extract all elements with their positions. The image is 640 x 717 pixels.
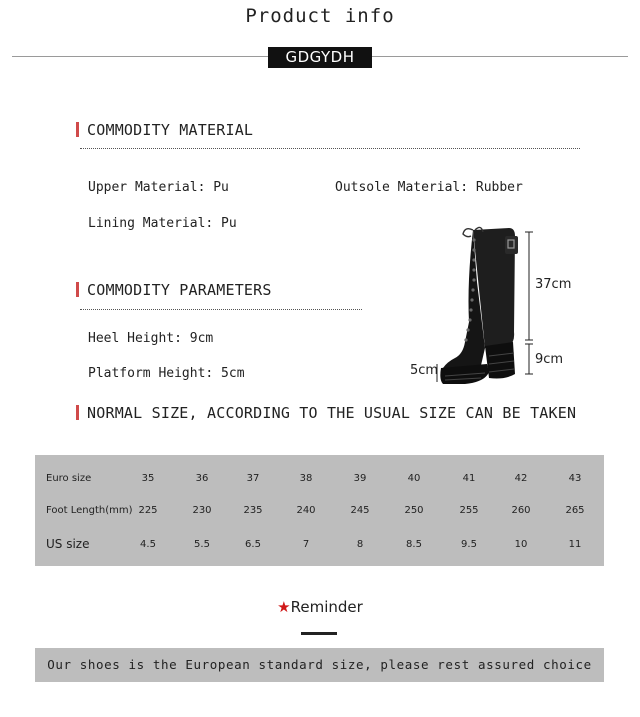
table-cell: 37 (246, 473, 260, 484)
table-cell: 8.5 (406, 539, 422, 550)
size-table (35, 455, 604, 566)
table-cell: 5.5 (194, 539, 210, 550)
material-section-title: COMMODITY MATERIAL (87, 121, 254, 139)
boot-image (425, 222, 545, 387)
table-cell: 245 (350, 505, 370, 516)
table-cell: 230 (192, 505, 212, 516)
parameters-dotted-divider (80, 309, 362, 310)
parameters-section-title: COMMODITY PARAMETERS (87, 281, 272, 299)
size-notice: Our shoes is the European standard size, please rest assured choice (35, 648, 604, 682)
upper-material-field: Upper Material: Pu (88, 180, 229, 195)
page-title: Product info (245, 5, 395, 27)
heel-height-label: 9cm (535, 352, 564, 367)
table-cell: 4.5 (140, 539, 156, 550)
heel-height-field: Heel Height: 9cm (88, 331, 214, 346)
row-label-foot-length: Foot Length(mm) (46, 505, 133, 516)
platform-height-field: Platform Height: 5cm (88, 366, 245, 381)
table-cell: 36 (195, 473, 209, 484)
table-cell: 43 (568, 473, 582, 484)
shaft-height-label: 37cm (535, 277, 572, 292)
table-cell: 250 (404, 505, 424, 516)
table-cell: 42 (514, 473, 528, 484)
table-cell: 40 (407, 473, 421, 484)
table-cell: 11 (568, 539, 582, 550)
section-marker (76, 122, 79, 137)
brand-badge: GDGYDH (268, 47, 372, 68)
section-marker (76, 282, 79, 297)
table-cell: 240 (296, 505, 316, 516)
section-marker (76, 405, 79, 420)
table-cell: 260 (511, 505, 531, 516)
table-cell: 225 (138, 505, 158, 516)
reminder-heading (0, 598, 640, 616)
table-cell: 7 (302, 539, 310, 550)
table-cell: 255 (459, 505, 479, 516)
table-cell: 41 (462, 473, 476, 484)
table-cell: 10 (514, 539, 528, 550)
material-dotted-divider (80, 148, 580, 149)
table-cell: 235 (243, 505, 263, 516)
table-cell: 6.5 (245, 539, 261, 550)
lining-material-field: Lining Material: Pu (88, 216, 237, 231)
reminder-underline (301, 632, 337, 635)
table-cell: 9.5 (461, 539, 477, 550)
row-label-us: US size (46, 537, 90, 551)
platform-height-label: 5cm (410, 363, 439, 378)
table-cell: 38 (299, 473, 313, 484)
outsole-material-field: Outsole Material: Rubber (335, 180, 523, 195)
reminder-title: Reminder (290, 598, 363, 616)
size-section-title: NORMAL SIZE, ACCORDING TO THE USUAL SIZE CAN BE TAKEN (87, 404, 577, 422)
table-cell: 35 (141, 473, 155, 484)
table-cell: 265 (565, 505, 585, 516)
table-cell: 39 (353, 473, 367, 484)
table-cell: 8 (356, 539, 364, 550)
row-label-euro: Euro size (46, 473, 92, 484)
star-icon: ★ (277, 598, 291, 616)
